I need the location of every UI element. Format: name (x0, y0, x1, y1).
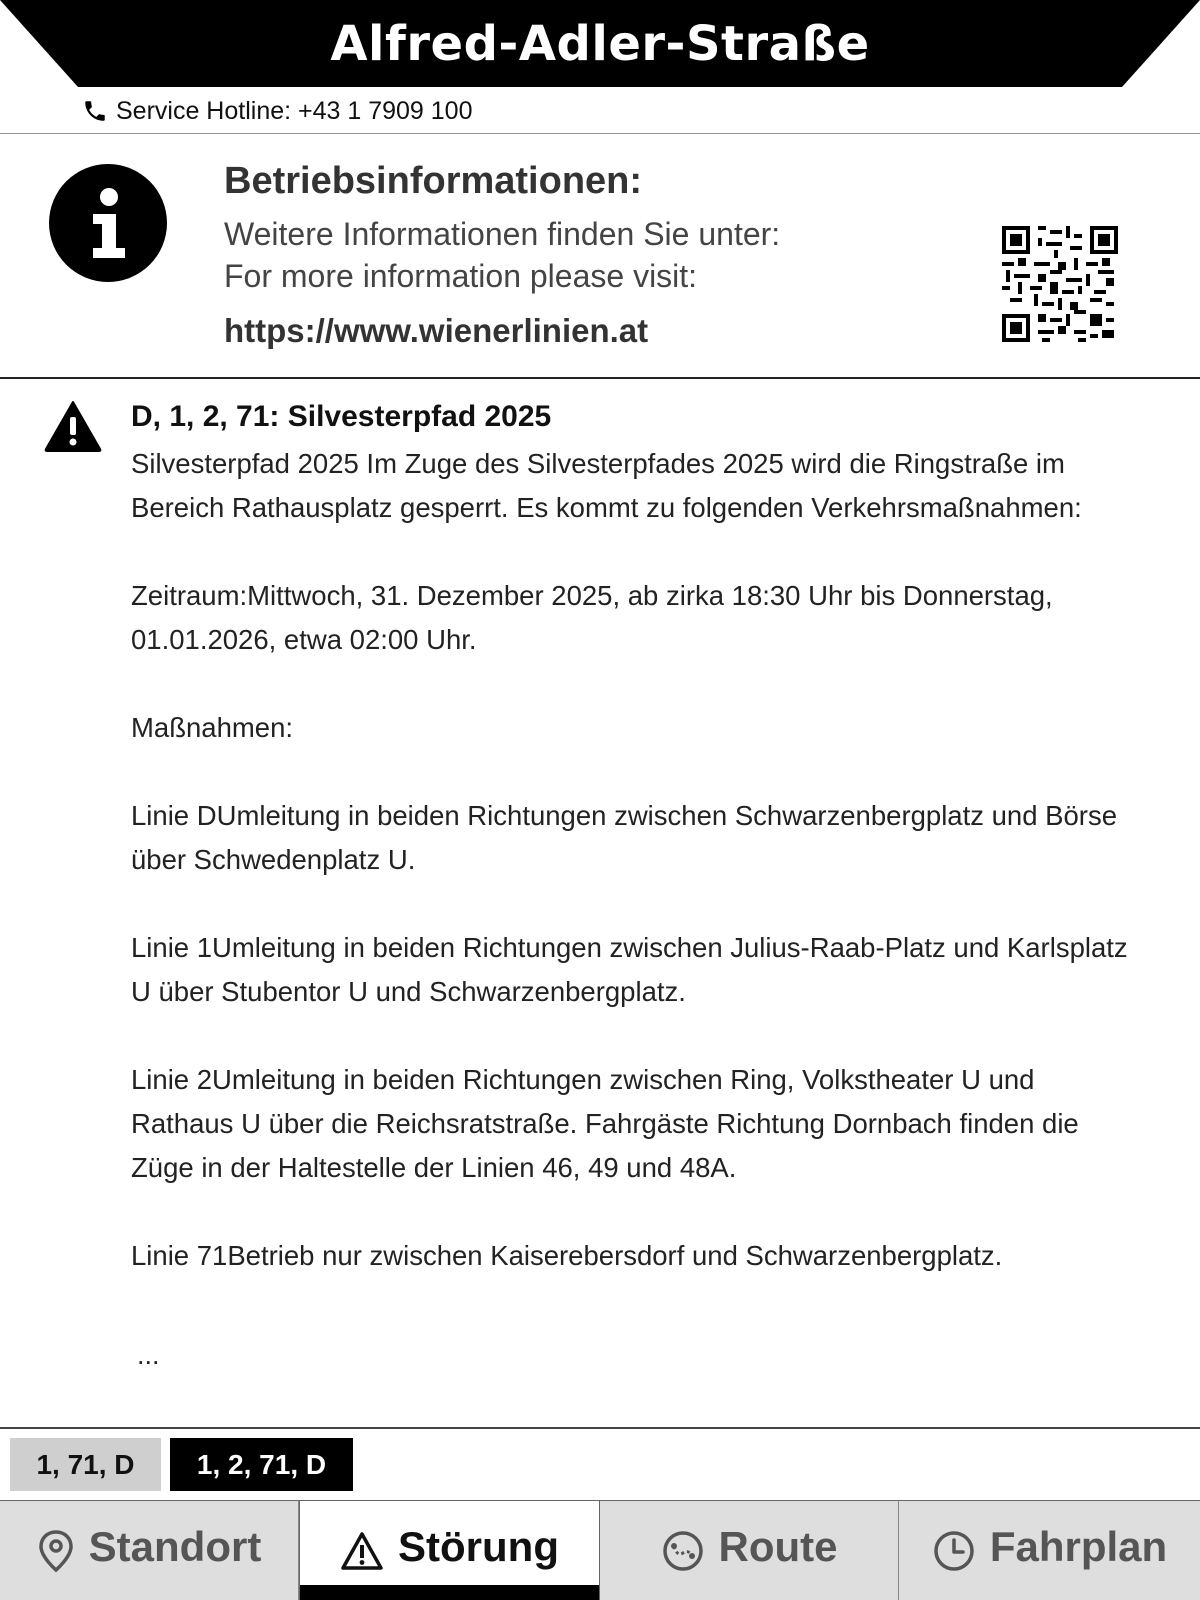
operating-info-section (0, 134, 1200, 378)
service-hotline (82, 95, 473, 127)
station-header (0, 0, 1200, 87)
disruption-body (131, 442, 1131, 1278)
bottom-tab-bar (0, 1500, 1200, 1600)
tab-label: Route (718, 1522, 838, 1570)
tab-standort[interactable] (0, 1500, 299, 1600)
divider (0, 1427, 1200, 1429)
disruption-paragraph: Silvesterpfad 2025 Im Zuge des Silvesterpfades 2025 wird die Ringstraße im Bereich Rathausplatz gesperrt. Es kommt zu folgenden Verkehrsmaßnahmen: (131, 448, 1082, 523)
tab-label: Fahrplan (989, 1522, 1168, 1570)
disruption-title: D, 1, 2, 71: Silvesterpfad 2025 (131, 400, 552, 433)
tab-stoerung[interactable] (299, 1500, 600, 1600)
divider (0, 377, 1200, 379)
active-tab-indicator (300, 1585, 599, 1600)
info-text-de: Weitere Informationen finden Sie unter: (224, 216, 781, 252)
more-indicator: ... (137, 1340, 160, 1370)
line-chip-selected[interactable]: 1, 2, 71, D (170, 1438, 353, 1491)
warning-icon (340, 1531, 384, 1571)
clock-icon (932, 1529, 976, 1573)
qr-code-icon (1002, 226, 1118, 342)
disruption-paragraph: Maßnahmen: (131, 712, 294, 743)
tab-label: Störung (398, 1522, 559, 1570)
disruption-paragraph: Linie DUmleitung in beiden Richtungen zwischen Schwarzenbergplatz und Börse über Schwedenplatz U. (131, 800, 1117, 875)
disruption-paragraph: Zeitraum:Mittwoch, 31. Dezember 2025, ab zirka 18:30 Uhr bis Donnerstag, 01.01.2026, etwa 02:00 Uhr. (131, 580, 1053, 655)
disruption-paragraph: Linie 2Umleitung in beiden Richtungen zwischen Ring, Volkstheater U und Rathaus U über die Reichsratstraße. Fahrgäste Richtung Dornbach finden die Züge in der Haltestelle der Linien 46, 49 und 48A. (131, 1064, 1079, 1183)
tab-route[interactable] (600, 1500, 899, 1600)
station-name: Alfred-Adler-Straße (330, 15, 870, 72)
disruption-paragraph: Linie 71Betrieb nur zwischen Kaiserebersdorf und Schwarzenbergplatz. (131, 1240, 1003, 1271)
phone-icon (82, 98, 108, 124)
route-icon (661, 1529, 705, 1573)
disruption-message (0, 380, 1200, 1427)
disruption-paragraph: Linie 1Umleitung in beiden Richtungen zwischen Julius-Raab-Platz und Karlsplatz U über Stubentor U und Schwarzenbergplatz. (131, 932, 1128, 1007)
hotline-text: Service Hotline: +43 1 7909 100 (116, 96, 473, 125)
info-title: Betriebsinformationen: (224, 160, 643, 202)
line-chip[interactable]: 1, 71, D (10, 1438, 161, 1491)
info-icon (49, 164, 167, 282)
info-text-en: For more information please visit: (224, 258, 698, 294)
info-url[interactable]: https://www.wienerlinien.at (224, 312, 649, 349)
tab-fahrplan[interactable] (899, 1500, 1200, 1600)
tab-label: Standort (88, 1522, 262, 1570)
warning-icon (44, 400, 102, 452)
location-pin-icon (37, 1529, 75, 1573)
